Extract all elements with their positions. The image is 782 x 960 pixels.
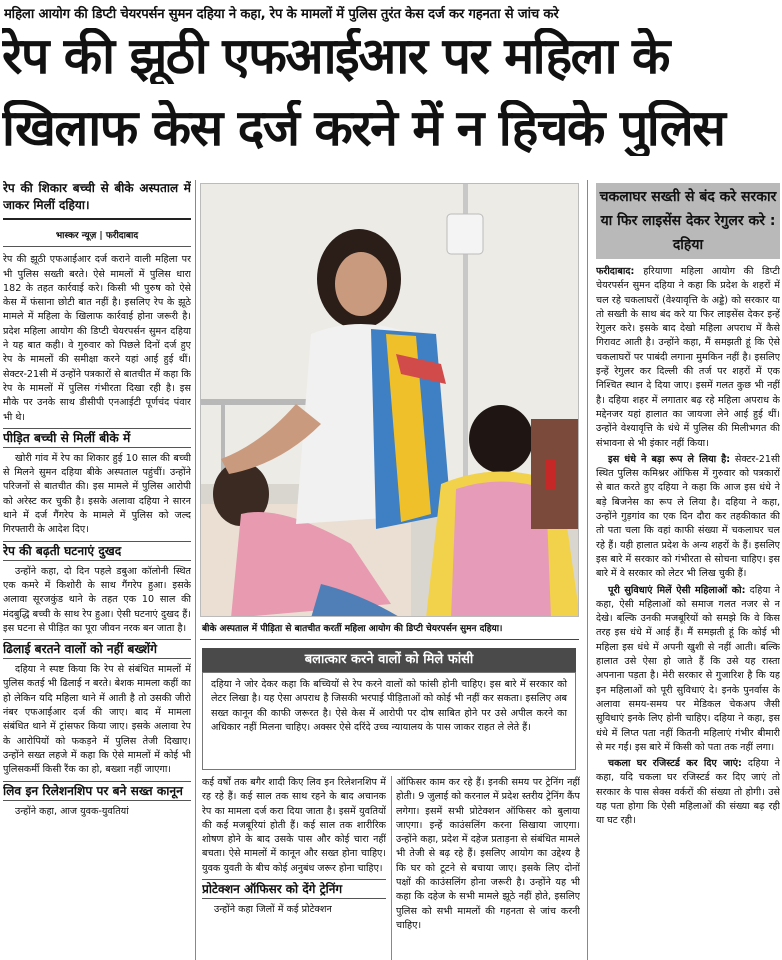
middle-column-2 xyxy=(396,776,580,960)
paragraph xyxy=(596,453,780,582)
lead-in: इस धंधे ने बड़ा रूप ले लिया है: xyxy=(608,453,731,465)
paragraph: उन्होंने कहा, आज युवक-युवतियां xyxy=(15,805,129,817)
paragraph xyxy=(596,757,780,828)
photo-caption: बीके अस्पताल में पीड़िता से बातचीत करतीं महिला आयोग की डिप्टी चेयरपर्सन सुमन दहिया। xyxy=(200,618,579,640)
dateline: फरीदाबाद xyxy=(596,266,631,277)
column-rule xyxy=(391,776,392,960)
headline-line-1: रेप की झूठी एफआईआर पर महिला के xyxy=(2,28,669,84)
paragraph: दहिया ने स्पष्ट किया कि रेप से संबंधित मामलों में पुलिस कतई भी ढिलाई न बरते। बेशक मामला कहीं का हो लेकिन यदि महिला थाने में आती है तो उसकी जीरो नंबर एफआईआर दर्ज की जाए। बाद में मामला संबंधित थाने में ट्रांसफर किया जाए। इसके अलावा रेप के आरोपियों को फकड़ने में पुलिस तेजी दिखाए। उन्होंने सख्त लहजे में कहा कि ऐसे मामलों में कोई भी पुलिसकर्मी किसी रैंक का हो, बख्शा नहीं जाएगा। xyxy=(3,664,191,776)
paragraph-text: दहिया ने कहा, ऐसी महिलाओं को समाज गलत नजर से न देखे। बल्कि उनकी मजबूरियों को समझे कि वे किस तरह इस धंधे में आई हैं। मैं समझती हूं कि कोई भी महिला इस धंधे में अपनी खुशी से नहीं आती। बल्कि हालात उसे ऐसा हो जाते हैं कि उसे यह रास्ता अपनाना पड़ता है। मेरी सरकार से गुजारिश है कि यह इन महिलाओं को पूरी सुविधाएं दे। इनके पुनर्वास के अलावा समय-समय पर मेडिकल चेकअप जैसी सुविधाएं इनके लिए होनी चाहिए। दहिया ने कहा, इस धंधे में लिप्त पता नहीं कितनी महिलाएं गंभीर बीमारी से मर गईं। इस बारे में किसी को पता तक नहीं लगा। xyxy=(596,584,780,753)
paragraph: खोरी गांव में रेप का शिकार हुई 10 साल की बच्ची से मिलने सुमन दहिया बीके अस्पताल पहुंचीं। उन्होंने परिजनों से बातचीत की। इस मामले में पुलिस आरोपी को अरेस्ट कर चुकी है। इसके अलावा दहिया ने सारन थाने में दर्ज गैंगरेप के मामले में पुलिस को जल्द गिरफ्तारी के आदेश दिए। xyxy=(3,452,191,536)
lead-in: पूरी सुविधाएं मिलें ऐसी महिलाओं को: xyxy=(608,584,746,596)
subheading: रेप की बढ़ती घटनाएं दुखद xyxy=(3,541,191,561)
middle-column-1 xyxy=(202,776,386,960)
lead-in: चकला घर रजिस्टर्ड कर दिए जाएं: xyxy=(608,758,742,770)
deck: रेप की शिकार बच्ची से बीके अस्पताल में जाकर मिलीं दहिया। xyxy=(3,180,191,220)
subheading: ढिलाई बरतने वालों को नहीं बख्शेंगे xyxy=(3,639,191,659)
paragraph: फरीदाबाद: हरियाणा महिला आयोग की डिप्टी चेयरपर्सन सुमन दहिया ने कहा कि प्रदेश के शहरों में चल रहे चकलाघरों (वेश्यावृत्ति के अड्डे) को सरकार या तो सख्ती के साथ बंद करे या फिर लाइसेंस देकर इन्हें रेगुलर करे। इसके बाद देखो महिला अपराध में कैसे गिरावट आती है। उन्होंने कहा, मैं समझती हूं कि ऐसे चकलाघरों पर पाबंदी लगाना मुमकिन नहीं है। इसलिए इन्हें रेगुलर कर दिल्ली की तर्ज पर शहरों में एक निश्चित स्थान दे दिया जाए। इसमें गलत कुछ भी नहीं है। दहिया शहर में लगातार बढ़ रहे महिला अपराध के मद्देनजर यहां हालात का जायजा लेने आई हुई थीं। उन्होंने वेश्यावृत्ति के धंधे में पुलिस की मिलीभगत की संभावना से भी इंकार नहीं किया। xyxy=(596,266,780,449)
news-photo xyxy=(200,183,579,617)
right-column xyxy=(596,265,780,960)
box-body: दहिया ने जोर देकर कहा कि बच्चियों से रेप करने वालों को फांसी होनी चाहिए। इस बारे में सरकार को लेटर लिखा है। यह ऐसा अपराध है जिसकी भरपाई पीड़िताओं को कोई भी नहीं कर सकता। इसलिए अब सख्त कानून की काफी जरूरत है। ऐसे केस में आरोपी पर दोष साबित होने पर उसे अपील करने का अधिकार नहीं मिलना चाहिए। अक्सर ऐसे दरिंदे उच्च न्यायालय के पास जाकर राहत ले लेते हैं। xyxy=(202,672,576,770)
headline-line-2: खिलाफ केस दर्ज करने में न हिचके पुलिस xyxy=(2,100,725,156)
paragraph-text: हरियाणा महिला आयोग की डिप्टी चेयरपर्सन सुमन दहिया ने कहा कि प्रदेश के शहरों में चल रहे चकलाघरों (वेश्यावृत्ति के अड्डे) को सरकार या तो सख्ती के साथ बंद करे या फिर लाइसेंस देकर इन्हें रेगुलर करे। इसके बाद देखो महिला अपराध में कैसे गिरावट आती है। उन्होंने कहा, मैं समझती हूं कि ऐसे चकलाघरों पर पाबंदी लगाना मुमकिन नहीं है। इसलिए इन्हें रेगुलर कर दिल्ली की तर्ज पर शहरों में एक निश्चित स्थान दे दिया जाए। इसमें गलत कुछ भी नहीं है। दहिया शहर में लगातार बढ़ रहे महिला अपराध के मद्देनजर यहां हालात का जायजा लेने आई हुई थीं। उन्होंने वेश्यावृत्ति के धंधे में पुलिस की मिलीभगत की संभावना से भी इंकार नहीं किया। xyxy=(596,266,780,449)
kicker-line: महिला आयोग की डिप्टी चेयरपर्सन सुमन दहिया ने कहा, रेप के मामलों में पुलिस तुरंत केस दर्ज कर गहनता से जांच करे xyxy=(4,7,559,22)
paragraph-text: दहिया ने कहा, यदि चकला घर रजिस्टर्ड कर दिए जाएं तो सरकार के पास सेक्स वर्करों की संख्या तो होगी। उसे यह पता होगा कि ऐसी महिलाओं की संख्या बढ़ रही या घट रही। xyxy=(596,758,780,827)
paragraph: उन्होंने कहा, दो दिन पहले डबुआ कॉलोनी स्थित एक कमरे में किशोरी के साथ गैंगरेप हुआ। इसके अलावा सूरजकुंड थाने के तहत एक 10 साल की मंदबुद्धि बच्ची के साथ रेप हुआ। ऐसी घटनाएं दुखद हैं। इस घटना से पीड़ित का पूरा जीवन नरक बन जाता है। xyxy=(3,565,191,634)
paragraph xyxy=(596,584,780,756)
column-rule xyxy=(587,180,588,960)
subheading: प्रोटेक्शन ऑफिसर को देंगे ट्रेनिंग xyxy=(202,879,386,899)
subheading: पीड़ित बच्ची से मिलीं बीके में xyxy=(3,428,191,448)
subheading: लिव इन रिलेशनशिप पर बने सख्त कानून xyxy=(3,781,191,801)
paragraph: कई वर्षों तक बगैर शादी किए लिव इन रिलेशनशिप में रह रहे हैं। कई साल तक साथ रहने के बाद अचानक रेप का मामला दर्ज करा दिया जाता है। इसमें युवतियों की कई मजबूरियां होती हैं। कई साल तक शारीरिक शोषण होने के बाद उसके पास और कोई चारा नहीं बचता। ऐसे मामलों में कानून और सख्त होना चाहिए। युवक युवती के बीच कोई अनुबंध जरूर होना चाहिए। xyxy=(202,777,386,874)
paragraph: उन्होंने कहा जिलों में कई प्रोटेक्शन xyxy=(214,904,332,916)
side-story-headline: चकलाघर सख्ती से बंद करे सरकार या फिर लाइसेंस देकर रेगुलर करे : दहिया xyxy=(596,183,780,259)
left-column xyxy=(3,180,191,960)
paragraph: ऑफिसर काम कर रहे हैं। इनकी समय पर ट्रेनिंग नहीं होती। 9 जुलाई को करनाल में प्रदेश स्तरीय ट्रेनिंग कैंप लगेगा। इसमें सभी प्रोटेक्शन ऑफिसर को बुलाया जाएगा। इन्हें काउंसलिंग करना सिखाया जाएगा। उन्होंने कहा, प्रदेश में दहेज प्रताड़ना से संबंधित मामले भी तेजी से बढ़ रहे हैं। इसलिए आयोग का उद्देश्य है कि घर को टूटने से बचाया जाए। इसके लिए दोनों पक्षों की काउंसलिंग होना जरूरी है। उन्होंने यह भी कहा कि दहेज के सभी मामले झूठे नहीं होते, इसलिए पुलिस को सभी मामलों की गहनता से जांच करनी चाहिए। xyxy=(396,777,580,931)
box-title: बलात्कार करने वालों को मिले फांसी xyxy=(202,648,576,672)
column-rule xyxy=(195,180,196,960)
byline: भास्कर न्यूज़ | फरीदाबाद xyxy=(3,226,191,247)
photo-illustration xyxy=(201,184,579,617)
paragraph-text: सेक्टर-21सी स्थित पुलिस कमिश्नर ऑफिस में गुरुवार को पत्रकारों से बात करते हुए दहिया ने कहा कि आज इस धंधे ने बड़े बिजनेस का रूप ले लिया है। दहिया ने कहा, उन्होंने गुड़गांव का एक दिन दौरा कर तहकीकात की तो पता चला कि वहां काफी संख्या में चकलाघर चल रहे हैं। यही हालात प्रदेश के अन्य शहरों के हैं। इसलिए इस बारे में सरकार को गंभीरता से सोचना चाहिए। इस बारे में वे सरकार को लेटर भी लिख चुकी हैं। xyxy=(596,453,780,580)
paragraph: रेप की झूठी एफआईआर दर्ज कराने वाली महिला पर भी पुलिस सख्ती बरते। ऐसे मामलों में पुलिस धारा 182 के तहत कार्रवाई करे। किसी भी पुरुष को ऐसे केस में फंसाना छोटी बात नहीं है। इसलिए रेप के झूठे मामले में महिला के खिलाफ कार्रवाई होना जरूरी है। प्रदेश महिला आयोग की डिप्टी चेयरपर्सन सुमन दहिया ने यह बात कही। वे गुरुवार को पिछले दिनों दर्ज हुए रेप के मामलों की समीक्षा करने यहां आई हुई थीं। सेक्टर-21सी में उन्होंने पत्रकारों से बातचीत में कहा कि रेप के मामलों में पुलिस गंभीरता दिखा रही है। इस मौके पर उनके साथ डीसीपी एनआईटी पूर्णचंद पंवार भी थे। xyxy=(3,254,191,423)
